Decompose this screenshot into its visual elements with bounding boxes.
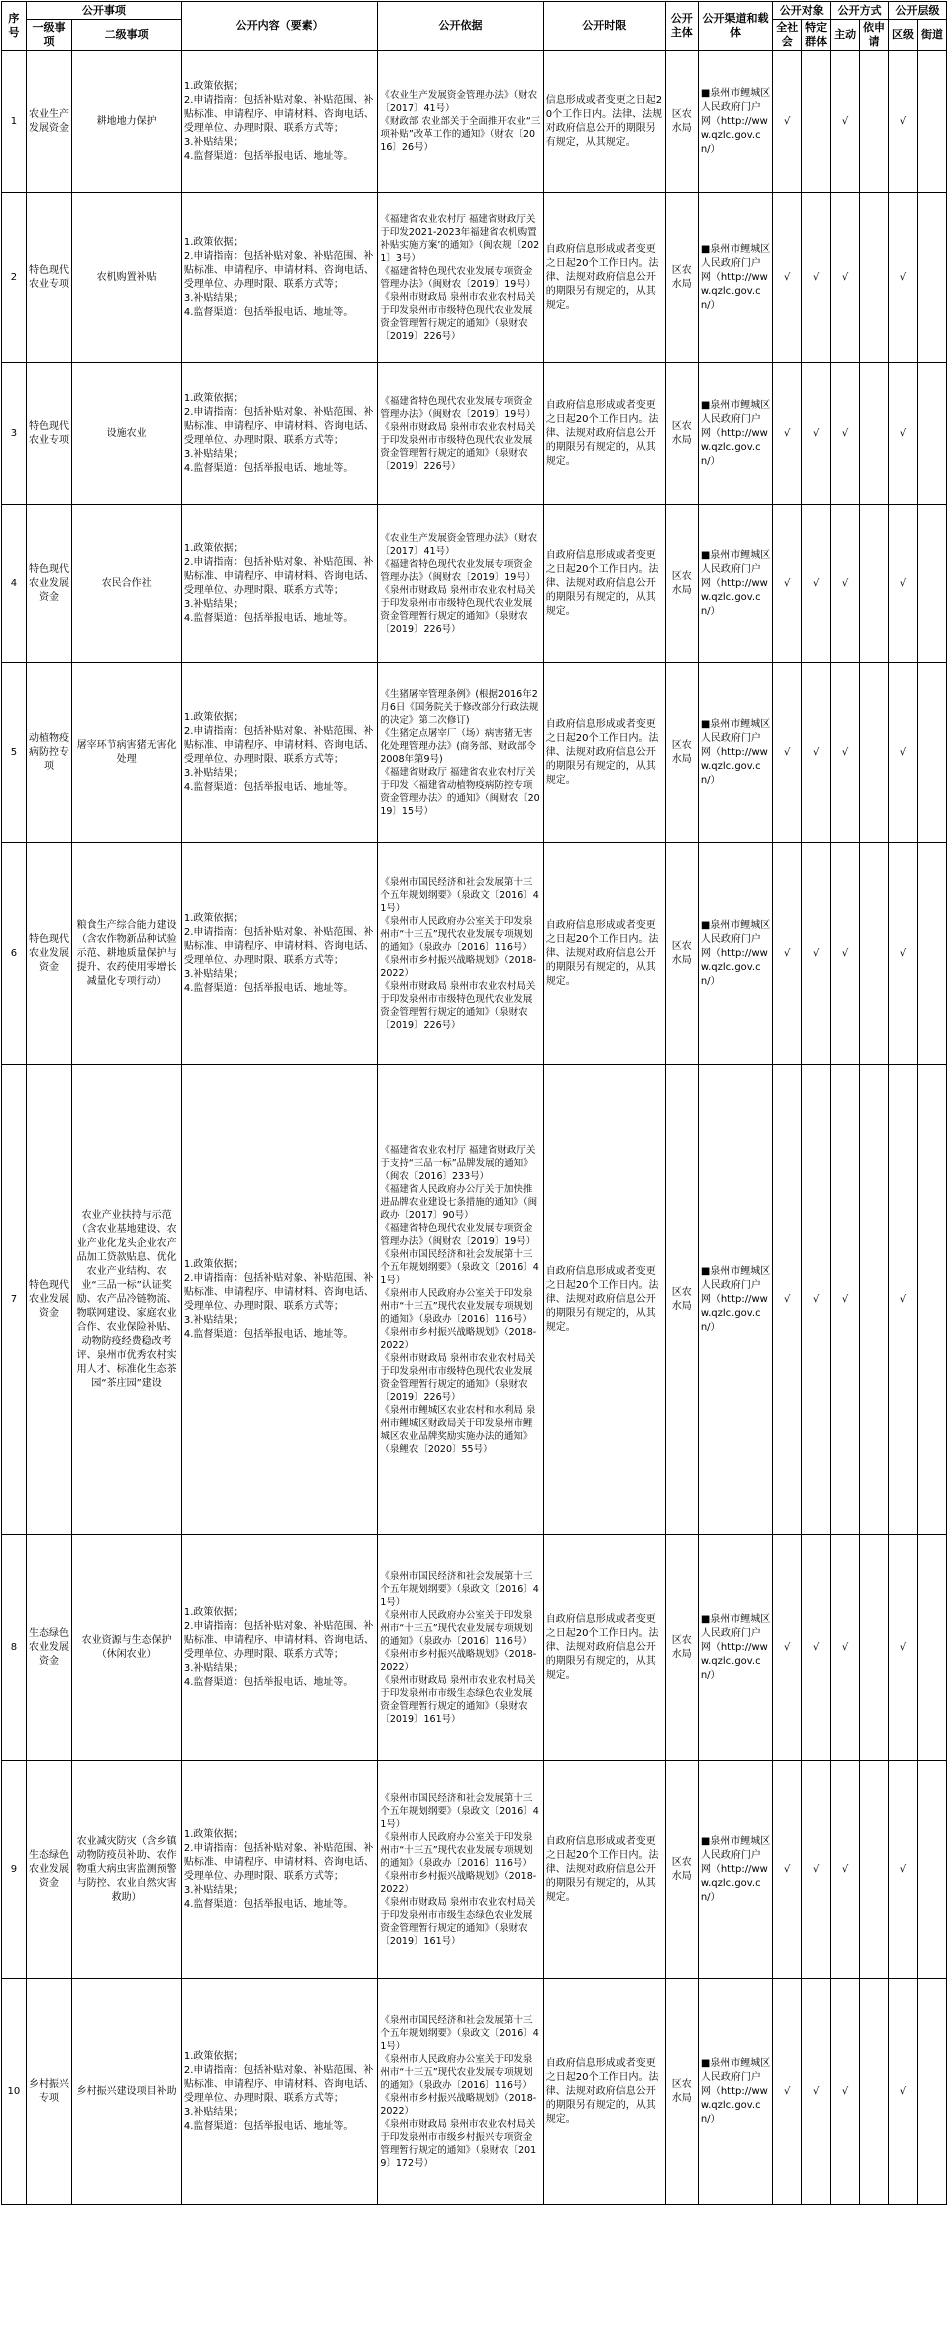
header-on-request: 依申请	[860, 20, 889, 51]
table-row	[2, 1979, 947, 2205]
cell-level2: 农民合作社	[72, 505, 182, 663]
cell-active: √	[831, 1535, 860, 1761]
table-row	[2, 51, 947, 193]
cell-basis: 《福建省特色现代农业发展专项资金管理办法》（闽财农〔2019〕19号） 《泉州市财政局 泉州市农业农村局关于印发泉州市市级特色现代农业发展资金管理暂行规定的通知》（泉财农〔2019〕226号）	[378, 363, 543, 505]
cell-content: 1.政策依据； 2.申请指南：包括补贴对象、补贴范围、补贴标准、申请程序、申请材料、咨询电话、受理单位、办理时限、联系方式等； 3.补贴结果； 4.监督渠道：包括举报电话、地址等。	[181, 843, 377, 1065]
cell-subject: 区农水局	[665, 843, 698, 1065]
cell-specific-group	[802, 51, 831, 193]
cell-seq: 1	[2, 51, 27, 193]
cell-basis: 《生猪屠宰管理条例》(根据2016年2月6日《国务院关于修改部分行政法规的决定》第二次修订) 《生猪定点屠宰厂（场）病害猪无害化处理管理办法》(商务部、财政部令2008年第9号) 《福建省财政厅 福建省农业农村厅关于印发〈福建省动植物疫病防控专项资金管理办法〉的通知》（闽财农〔2019〕15号）	[378, 663, 543, 843]
cell-all-society: √	[773, 51, 802, 193]
cell-content: 1.政策依据； 2.申请指南：包括补贴对象、补贴范围、补贴标准、申请程序、申请材料、咨询电话、受理单位、办理时限、联系方式等； 3.补贴结果； 4.监督渠道：包括举报电话、地址等。	[181, 1979, 377, 2205]
cell-subject: 区农水局	[665, 193, 698, 363]
cell-seq: 7	[2, 1065, 27, 1535]
cell-specific-group: √	[802, 663, 831, 843]
cell-level1: 特色现代农业专项	[26, 193, 71, 363]
cell-content: 1.政策依据； 2.申请指南：包括补贴对象、补贴范围、补贴标准、申请程序、申请材料、咨询电话、受理单位、办理时限、联系方式等； 3.补贴结果； 4.监督渠道：包括举报电话、地址等。	[181, 51, 377, 193]
header-channel: 公开渠道和载体	[698, 2, 772, 51]
cell-channel: ■泉州市鲤城区人民政府门户网（http://www.qzlc.gov.cn/）	[698, 51, 772, 193]
cell-timing: 信息形成或者变更之日起20个工作日内。法律、法规对政府信息公开的期限另有规定，从其规定。	[543, 51, 665, 193]
cell-district: √	[889, 663, 918, 843]
cell-content: 1.政策依据； 2.申请指南：包括补贴对象、补贴范围、补贴标准、申请程序、申请材料、咨询电话、受理单位、办理时限、联系方式等； 3.补贴结果； 4.监督渠道：包括举报电话、地址等。	[181, 663, 377, 843]
cell-street	[917, 1065, 946, 1535]
cell-content: 1.政策依据； 2.申请指南：包括补贴对象、补贴范围、补贴标准、申请程序、申请材料、咨询电话、受理单位、办理时限、联系方式等； 3.补贴结果； 4.监督渠道：包括举报电话、地址等。	[181, 505, 377, 663]
table-row	[2, 1065, 947, 1535]
cell-level2: 农业减灾防灾（含乡镇动物防疫员补助、农作物重大病虫害监测预警与防控、农业自然灾害救助）	[72, 1761, 182, 1979]
cell-specific-group: √	[802, 505, 831, 663]
cell-active: √	[831, 1761, 860, 1979]
header-content: 公开内容（要素）	[181, 2, 377, 51]
cell-level1: 乡村振兴专项	[26, 1979, 71, 2205]
cell-seq: 5	[2, 663, 27, 843]
cell-level1: 生态绿色农业发展资金	[26, 1761, 71, 1979]
header-level-group: 公开层级	[889, 2, 947, 20]
cell-basis: 《泉州市国民经济和社会发展第十三个五年规划纲要》（泉政文〔2016〕41号） 《泉州市人民政府办公室关于印发泉州市“十三五”现代农业发展专项规划的通知》（泉政办〔2016〕116号） 《泉州市乡村振兴战略规划》（2018-2022） 《泉州市财政局 泉州市农业农村局关于印发泉州市市级特色现代农业发展资金管理暂行规定的通知》（泉财农〔2019〕226号）	[378, 843, 543, 1065]
cell-timing: 自政府信息形成或者变更之日起20个工作日内。法律、法规对政府信息公开的期限另有规定的，从其规定。	[543, 505, 665, 663]
cell-district: √	[889, 1535, 918, 1761]
cell-street	[917, 193, 946, 363]
cell-seq: 8	[2, 1535, 27, 1761]
header-seq: 序号	[2, 2, 27, 51]
cell-subject: 区农水局	[665, 1761, 698, 1979]
cell-subject: 区农水局	[665, 505, 698, 663]
cell-basis: 《泉州市国民经济和社会发展第十三个五年规划纲要》（泉政文〔2016〕41号） 《泉州市人民政府办公室关于印发泉州市“十三五”现代农业发展专项规划的通知》（泉政办〔2016〕116号） 《泉州市乡村振兴战略规划》（2018-2022） 《泉州市财政局 泉州市农业农村局关于印发泉州市市级生态绿色农业发展资金管理暂行规定的通知》（泉财农〔2019〕161号）	[378, 1535, 543, 1761]
header-level2: 二级事项	[72, 20, 182, 51]
header-items-group: 公开事项	[26, 2, 181, 20]
cell-on-request	[860, 505, 889, 663]
cell-district: √	[889, 1065, 918, 1535]
cell-channel: ■泉州市鲤城区人民政府门户网（http://www.qzlc.gov.cn/）	[698, 505, 772, 663]
cell-subject: 区农水局	[665, 663, 698, 843]
cell-street	[917, 843, 946, 1065]
table-row	[2, 1535, 947, 1761]
cell-all-society: √	[773, 663, 802, 843]
cell-specific-group: √	[802, 1535, 831, 1761]
cell-basis: 《泉州市国民经济和社会发展第十三个五年规划纲要》（泉政文〔2016〕41号） 《泉州市人民政府办公室关于印发泉州市“十三五”现代农业发展专项规划的通知》（泉政办〔2016〕116号） 《泉州市乡村振兴战略规划》（2018-2022） 《泉州市财政局 泉州市农业农村局关于印发泉州市市级乡村振兴专项资金管理暂行规定的通知》（泉财农〔2019〕172号）	[378, 1979, 543, 2205]
cell-level1: 动植物疫病防控专项	[26, 663, 71, 843]
cell-basis: 《农业生产发展资金管理办法》（财农〔2017〕41号） 《财政部 农业部关于全面推开农业“三项补贴”改革工作的通知》（财农〔2016〕26号）	[378, 51, 543, 193]
cell-basis: 《泉州市国民经济和社会发展第十三个五年规划纲要》（泉政文〔2016〕41号） 《泉州市人民政府办公室关于印发泉州市“十三五”现代农业发展专项规划的通知》（泉政办〔2016〕116号） 《泉州市乡村振兴战略规划》（2018-2022） 《泉州市财政局 泉州市农业农村局关于印发泉州市市级生态绿色农业发展资金管理暂行规定的通知》（泉财农〔2019〕161号）	[378, 1761, 543, 1979]
cell-specific-group: √	[802, 1761, 831, 1979]
header-specific-group: 特定群体	[802, 20, 831, 51]
disclosure-table	[1, 1, 947, 2205]
cell-seq: 9	[2, 1761, 27, 1979]
cell-street	[917, 1979, 946, 2205]
cell-content: 1.政策依据； 2.申请指南：包括补贴对象、补贴范围、补贴标准、申请程序、申请材料、咨询电话、受理单位、办理时限、联系方式等； 3.补贴结果； 4.监督渠道：包括举报电话、地址等。	[181, 1065, 377, 1535]
cell-seq: 2	[2, 193, 27, 363]
cell-level2: 设施农业	[72, 363, 182, 505]
header-active: 主动	[831, 20, 860, 51]
cell-channel: ■泉州市鲤城区人民政府门户网（http://www.qzlc.gov.cn/）	[698, 1065, 772, 1535]
cell-channel: ■泉州市鲤城区人民政府门户网（http://www.qzlc.gov.cn/）	[698, 193, 772, 363]
cell-channel: ■泉州市鲤城区人民政府门户网（http://www.qzlc.gov.cn/）	[698, 1535, 772, 1761]
cell-district: √	[889, 505, 918, 663]
cell-level2: 乡村振兴建设项目补助	[72, 1979, 182, 2205]
header-target-group: 公开对象	[773, 2, 831, 20]
table-row	[2, 663, 947, 843]
cell-on-request	[860, 1535, 889, 1761]
table-row	[2, 363, 947, 505]
cell-content: 1.政策依据； 2.申请指南：包括补贴对象、补贴范围、补贴标准、申请程序、申请材料、咨询电话、受理单位、办理时限、联系方式等； 3.补贴结果； 4.监督渠道：包括举报电话、地址等。	[181, 193, 377, 363]
cell-active: √	[831, 843, 860, 1065]
cell-level1: 特色现代农业专项	[26, 363, 71, 505]
cell-timing: 自政府信息形成或者变更之日起20个工作日内。法律、法规对政府信息公开的期限另有规定的，从其规定。	[543, 663, 665, 843]
cell-specific-group: √	[802, 193, 831, 363]
cell-street	[917, 51, 946, 193]
cell-district: √	[889, 1979, 918, 2205]
cell-timing: 自政府信息形成或者变更之日起20个工作日内。法律、法规对政府信息公开的期限另有规定的，从其规定。	[543, 363, 665, 505]
cell-on-request	[860, 663, 889, 843]
cell-on-request	[860, 51, 889, 193]
header-district: 区级	[889, 20, 918, 51]
cell-level1: 生态绿色农业发展资金	[26, 1535, 71, 1761]
cell-channel: ■泉州市鲤城区人民政府门户网（http://www.qzlc.gov.cn/）	[698, 1979, 772, 2205]
header-basis: 公开依据	[378, 2, 543, 51]
cell-subject: 区农水局	[665, 1535, 698, 1761]
cell-level2: 耕地地力保护	[72, 51, 182, 193]
cell-level1: 特色现代农业发展资金	[26, 505, 71, 663]
cell-on-request	[860, 1761, 889, 1979]
cell-on-request	[860, 193, 889, 363]
cell-seq: 4	[2, 505, 27, 663]
cell-active: √	[831, 1979, 860, 2205]
cell-content: 1.政策依据； 2.申请指南：包括补贴对象、补贴范围、补贴标准、申请程序、申请材料、咨询电话、受理单位、办理时限、联系方式等； 3.补贴结果； 4.监督渠道：包括举报电话、地址等。	[181, 1761, 377, 1979]
cell-level1: 农业生产发展资金	[26, 51, 71, 193]
cell-timing: 自政府信息形成或者变更之日起20个工作日内。法律、法规对政府信息公开的期限另有规定的，从其规定。	[543, 843, 665, 1065]
cell-level2: 农业产业扶持与示范（含农业基地建设、农业产业化龙头企业农产品加工贷款贴息、优化农业产业结构、农业“三品一标”认证奖励、农产品冷链物流、物联网建设、家庭农业合作、农业保险补贴、动物防疫经费稳改考评、泉州市优秀农村实用人才、标准化生态茶园“茶庄园”建设	[72, 1065, 182, 1535]
cell-street	[917, 1761, 946, 1979]
cell-all-society: √	[773, 1535, 802, 1761]
cell-level2: 粮食生产综合能力建设（含农作物新品种试验示范、耕地质量保护与提升、农药使用零增长减量化专项行动）	[72, 843, 182, 1065]
cell-channel: ■泉州市鲤城区人民政府门户网（http://www.qzlc.gov.cn/）	[698, 843, 772, 1065]
cell-street	[917, 505, 946, 663]
cell-channel: ■泉州市鲤城区人民政府门户网（http://www.qzlc.gov.cn/）	[698, 663, 772, 843]
cell-timing: 自政府信息形成或者变更之日起20个工作日内。法律、法规对政府信息公开的期限另有规定的，从其规定。	[543, 1979, 665, 2205]
cell-level2: 农业资源与生态保护（休闲农业）	[72, 1535, 182, 1761]
header-mode-group: 公开方式	[831, 2, 889, 20]
cell-timing: 自政府信息形成或者变更之日起20个工作日内。法律、法规对政府信息公开的期限另有规定的，从其规定。	[543, 193, 665, 363]
cell-subject: 区农水局	[665, 363, 698, 505]
cell-content: 1.政策依据； 2.申请指南：包括补贴对象、补贴范围、补贴标准、申请程序、申请材料、咨询电话、受理单位、办理时限、联系方式等； 3.补贴结果； 4.监督渠道：包括举报电话、地址等。	[181, 1535, 377, 1761]
cell-all-society: √	[773, 1761, 802, 1979]
cell-seq: 10	[2, 1979, 27, 2205]
cell-district: √	[889, 843, 918, 1065]
cell-basis: 《福建省农业农村厅 福建省财政厅关于印发2021-2023年福建省农机购置补贴实施方案’的通知》（闽农规〔2021〕3号） 《福建省特色现代农业发展专项资金管理办法》（闽财农〔2019〕19号） 《泉州市财政局 泉州市农业农村局关于印发泉州市市级特色现代农业发展资金管理暂行规定的通知》（泉财农〔2019〕226号）	[378, 193, 543, 363]
cell-street	[917, 663, 946, 843]
cell-specific-group: √	[802, 1065, 831, 1535]
cell-level1: 特色现代农业发展资金	[26, 1065, 71, 1535]
cell-subject: 区农水局	[665, 1979, 698, 2205]
cell-level2: 农机购置补贴	[72, 193, 182, 363]
header-subject: 公开主体	[665, 2, 698, 51]
cell-seq: 6	[2, 843, 27, 1065]
cell-on-request	[860, 1979, 889, 2205]
cell-all-society: √	[773, 843, 802, 1065]
cell-level1: 特色现代农业发展资金	[26, 843, 71, 1065]
cell-timing: 自政府信息形成或者变更之日起20个工作日内。法律、法规对政府信息公开的期限另有规定的，从其规定。	[543, 1535, 665, 1761]
cell-subject: 区农水局	[665, 1065, 698, 1535]
cell-basis: 《福建省农业农村厅 福建省财政厅关于支持“三品一标”品牌发展的通知》（闽农〔2016〕233号） 《福建省人民政府办公厅关于加快推进品牌农业建设七条措施的通知》（闽政办〔2017〕90号） 《福建省特色现代农业发展专项资金管理办法》（闽财农〔2019〕19号） 《泉州市国民经济和社会发展第十三个五年规划纲要》（泉政文〔2016〕41号） 《泉州市人民政府办公室关于印发泉州市“十三五”现代农业发展专项规划的通知》（泉政办〔2016〕116号） 《泉州市乡村振兴战略规划》（2018-2022） 《泉州市财政局 泉州市农业农村局关于印发泉州市市级特色现代农业发展资金管理暂行规定的通知》（泉财农〔2019〕226号） 《泉州市鲤城区农业农村和水利局 泉州市鲤城区财政局关于印发泉州市鲤城区农业品牌奖励实施办法的通知》（泉鲤农〔2020〕55号）	[378, 1065, 543, 1535]
cell-active: √	[831, 193, 860, 363]
cell-specific-group: √	[802, 843, 831, 1065]
cell-district: √	[889, 363, 918, 505]
cell-specific-group: √	[802, 363, 831, 505]
header-street: 街道	[917, 20, 946, 51]
table-row	[2, 193, 947, 363]
cell-active: √	[831, 505, 860, 663]
cell-all-society: √	[773, 1065, 802, 1535]
header-level1: 一级事项	[26, 20, 71, 51]
cell-level2: 屠宰环节病害猪无害化处理	[72, 663, 182, 843]
cell-all-society: √	[773, 505, 802, 663]
cell-subject: 区农水局	[665, 51, 698, 193]
cell-district: √	[889, 1761, 918, 1979]
cell-channel: ■泉州市鲤城区人民政府门户网（http://www.qzlc.gov.cn/）	[698, 1761, 772, 1979]
table-row	[2, 1761, 947, 1979]
cell-active: √	[831, 663, 860, 843]
header-all-society: 全社会	[773, 20, 802, 51]
header-timing: 公开时限	[543, 2, 665, 51]
cell-all-society: √	[773, 363, 802, 505]
cell-on-request	[860, 363, 889, 505]
cell-active: √	[831, 51, 860, 193]
cell-street	[917, 1535, 946, 1761]
cell-all-society: √	[773, 193, 802, 363]
cell-basis: 《农业生产发展资金管理办法》（财农〔2017〕41号） 《福建省特色现代农业发展专项资金管理办法》（闽财农〔2019〕19号） 《泉州市财政局 泉州市农业农村局关于印发泉州市市级特色现代农业发展资金管理暂行规定的通知》（泉财农〔2019〕226号）	[378, 505, 543, 663]
table-row	[2, 843, 947, 1065]
table-row	[2, 505, 947, 663]
cell-street	[917, 363, 946, 505]
cell-on-request	[860, 1065, 889, 1535]
table-body	[2, 51, 947, 2205]
cell-specific-group: √	[802, 1979, 831, 2205]
cell-on-request	[860, 843, 889, 1065]
cell-timing: 自政府信息形成或者变更之日起20个工作日内。法律、法规对政府信息公开的期限另有规定的，从其规定。	[543, 1065, 665, 1535]
cell-all-society: √	[773, 1979, 802, 2205]
cell-timing: 自政府信息形成或者变更之日起20个工作日内。法律、法规对政府信息公开的期限另有规定的，从其规定。	[543, 1761, 665, 1979]
cell-district: √	[889, 51, 918, 193]
cell-active: √	[831, 363, 860, 505]
cell-content: 1.政策依据； 2.申请指南：包括补贴对象、补贴范围、补贴标准、申请程序、申请材料、咨询电话、受理单位、办理时限、联系方式等； 3.补贴结果； 4.监督渠道：包括举报电话、地址等。	[181, 363, 377, 505]
cell-seq: 3	[2, 363, 27, 505]
cell-channel: ■泉州市鲤城区人民政府门户网（http://www.qzlc.gov.cn/）	[698, 363, 772, 505]
cell-district: √	[889, 193, 918, 363]
cell-active: √	[831, 1065, 860, 1535]
